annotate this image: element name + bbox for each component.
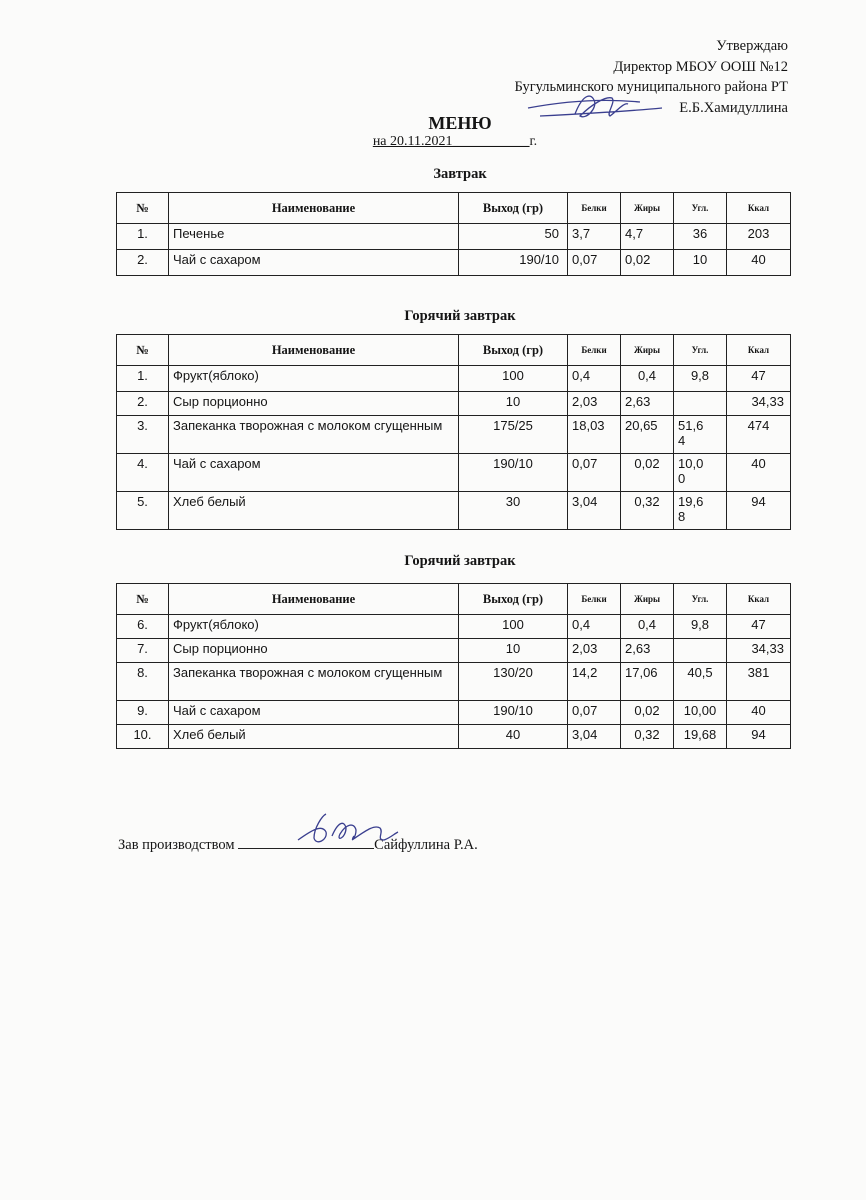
cell-protein: 2,03 <box>568 392 621 416</box>
table-header-row <box>117 335 791 366</box>
cell-fat: 17,06 <box>621 663 674 701</box>
cell-num: 1. <box>117 224 169 250</box>
cell-fat: 0,32 <box>621 492 674 530</box>
cell-carbs: 36 <box>674 224 727 250</box>
table-row <box>117 416 791 454</box>
cell-kcal: 47 <box>727 366 791 392</box>
cell-carbs: 19,6 8 <box>674 492 727 530</box>
cell-yield: 100 <box>459 366 568 392</box>
cell-name: Хлеб белый <box>169 492 459 530</box>
cell-fat: 0,02 <box>621 701 674 725</box>
cell-yield: 10 <box>459 639 568 663</box>
col-header: Белки <box>568 584 621 615</box>
section-title: Завтрак <box>433 166 487 182</box>
col-header: Наименование <box>169 193 459 224</box>
table-row <box>117 392 791 416</box>
col-header: Ккал <box>727 335 791 366</box>
table-row <box>117 366 791 392</box>
cell-fat: 0,4 <box>621 366 674 392</box>
cell-fat: 2,63 <box>621 392 674 416</box>
cell-num: 7. <box>117 639 169 663</box>
manager-signature <box>292 810 402 854</box>
cell-yield: 175/25 <box>459 416 568 454</box>
table-header-row <box>117 193 791 224</box>
table-row <box>117 250 791 276</box>
manager-name: Сайфуллина Р.А. <box>374 837 478 853</box>
cell-kcal: 94 <box>727 725 791 749</box>
cell-kcal: 40 <box>727 701 791 725</box>
col-header: Наименование <box>169 335 459 366</box>
cell-protein: 3,04 <box>568 725 621 749</box>
col-header: Выход (гр) <box>459 335 568 366</box>
table-row <box>117 224 791 250</box>
table-header-row <box>117 584 791 615</box>
cell-fat: 2,63 <box>621 639 674 663</box>
cell-num: 9. <box>117 701 169 725</box>
cell-name: Фрукт(яблоко) <box>169 615 459 639</box>
date-value: на 20.11.2021 <box>372 134 453 149</box>
menu-table <box>116 192 791 276</box>
date-suffix: г. <box>529 134 538 149</box>
cell-name: Хлеб белый <box>169 725 459 749</box>
cell-carbs: 19,68 <box>674 725 727 749</box>
cell-fat: 0,32 <box>621 725 674 749</box>
cell-protein: 0,07 <box>568 701 621 725</box>
cell-kcal: 203 <box>727 224 791 250</box>
cell-name: Чай с сахаром <box>169 701 459 725</box>
col-header: Ккал <box>727 193 791 224</box>
approval-line: Директор МБОУ ООШ №12 <box>613 58 788 75</box>
cell-kcal: 34,33 <box>727 639 791 663</box>
cell-kcal: 381 <box>727 663 791 701</box>
cell-name: Сыр порционно <box>169 392 459 416</box>
menu-date: на 20.11.2021___________г. <box>372 134 538 149</box>
cell-protein: 18,03 <box>568 416 621 454</box>
cell-yield: 10 <box>459 392 568 416</box>
col-header: Угл. <box>674 335 727 366</box>
cell-kcal: 40 <box>727 250 791 276</box>
table-row <box>117 725 791 749</box>
col-header: Угл. <box>674 584 727 615</box>
cell-kcal: 34,33 <box>727 392 791 416</box>
cell-yield: 190/10 <box>459 250 568 276</box>
cell-yield: 100 <box>459 615 568 639</box>
menu-table <box>116 334 791 530</box>
cell-num: 6. <box>117 615 169 639</box>
cell-name: Запеканка творожная с молоком сгущенным <box>169 416 459 454</box>
cell-protein: 2,03 <box>568 639 621 663</box>
cell-protein: 14,2 <box>568 663 621 701</box>
table-row <box>117 639 791 663</box>
col-header: Наименование <box>169 584 459 615</box>
cell-yield: 130/20 <box>459 663 568 701</box>
cell-yield: 50 <box>459 224 568 250</box>
cell-kcal: 40 <box>727 454 791 492</box>
approval-line: Бугульминского муниципального района РТ <box>514 79 788 95</box>
cell-yield: 30 <box>459 492 568 530</box>
cell-num: 5. <box>117 492 169 530</box>
cell-kcal: 474 <box>727 416 791 454</box>
col-header: Жиры <box>621 335 674 366</box>
cell-fat: 0,02 <box>621 454 674 492</box>
cell-num: 2. <box>117 392 169 416</box>
col-header: № <box>117 335 169 366</box>
cell-carbs: 10 <box>674 250 727 276</box>
cell-carbs <box>674 392 727 416</box>
cell-carbs: 10,00 <box>674 701 727 725</box>
table-row <box>117 663 791 701</box>
cell-protein: 3,7 <box>568 224 621 250</box>
cell-name: Печенье <box>169 224 459 250</box>
cell-name: Фрукт(яблоко) <box>169 366 459 392</box>
col-header: № <box>117 584 169 615</box>
cell-protein: 0,4 <box>568 615 621 639</box>
col-header: Жиры <box>621 584 674 615</box>
cell-num: 2. <box>117 250 169 276</box>
cell-yield: 190/10 <box>459 701 568 725</box>
cell-carbs <box>674 639 727 663</box>
table-row <box>117 701 791 725</box>
cell-num: 3. <box>117 416 169 454</box>
page-title: МЕНЮ <box>428 113 492 133</box>
table-row <box>117 492 791 530</box>
approval-line: Утверждаю <box>716 38 788 54</box>
cell-protein: 0,07 <box>568 250 621 276</box>
cell-yield: 190/10 <box>459 454 568 492</box>
menu-table <box>116 583 791 749</box>
table-row <box>117 615 791 639</box>
cell-carbs: 10,0 0 <box>674 454 727 492</box>
cell-fat: 20,65 <box>621 416 674 454</box>
cell-name: Запеканка творожная с молоком сгущенным <box>169 663 459 701</box>
cell-num: 10. <box>117 725 169 749</box>
table-row <box>117 454 791 492</box>
cell-yield: 40 <box>459 725 568 749</box>
cell-fat: 0,02 <box>621 250 674 276</box>
col-header: Белки <box>568 193 621 224</box>
section-title: Горячий завтрак <box>404 308 516 324</box>
cell-num: 4. <box>117 454 169 492</box>
col-header: Выход (гр) <box>459 193 568 224</box>
col-header: Белки <box>568 335 621 366</box>
col-header: № <box>117 193 169 224</box>
cell-num: 8. <box>117 663 169 701</box>
cell-carbs: 51,6 4 <box>674 416 727 454</box>
cell-carbs: 9,8 <box>674 366 727 392</box>
director-name: Е.Б.Хамидуллина <box>679 99 788 116</box>
cell-kcal: 47 <box>727 615 791 639</box>
cell-carbs: 9,8 <box>674 615 727 639</box>
col-header: Угл. <box>674 193 727 224</box>
section-title: Горячий завтрак <box>404 553 516 569</box>
col-header: Ккал <box>727 584 791 615</box>
col-header: Жиры <box>621 193 674 224</box>
cell-carbs: 40,5 <box>674 663 727 701</box>
cell-name: Чай с сахаром <box>169 250 459 276</box>
footer-label: Зав производством <box>118 837 235 853</box>
cell-protein: 0,07 <box>568 454 621 492</box>
cell-protein: 0,4 <box>568 366 621 392</box>
cell-fat: 4,7 <box>621 224 674 250</box>
cell-fat: 0,4 <box>621 615 674 639</box>
cell-name: Сыр порционно <box>169 639 459 663</box>
cell-num: 1. <box>117 366 169 392</box>
cell-protein: 3,04 <box>568 492 621 530</box>
col-header: Выход (гр) <box>459 584 568 615</box>
cell-name: Чай с сахаром <box>169 454 459 492</box>
cell-kcal: 94 <box>727 492 791 530</box>
